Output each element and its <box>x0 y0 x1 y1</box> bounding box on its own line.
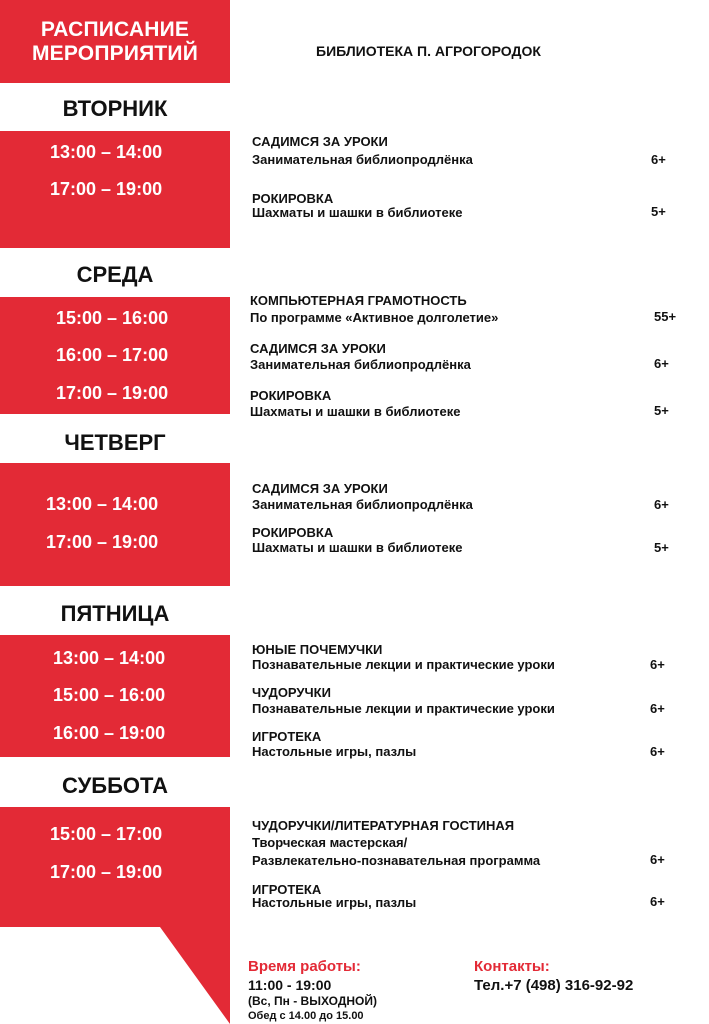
event-title: САДИМСЯ ЗА УРОКИ <box>250 341 386 356</box>
time-slot: 15:00 – 16:00 <box>56 308 169 328</box>
event-desc: Настольные игры, пазлы <box>252 744 417 759</box>
age-badge: 6+ <box>651 152 666 167</box>
event-desc: По программе «Активное долголетие» <box>250 310 499 325</box>
working-hours: 11:00 - 19:00 <box>248 977 332 993</box>
time-slot: 13:00 – 14:00 <box>46 494 159 514</box>
age-badge: 5+ <box>651 204 666 219</box>
event-title: САДИМСЯ ЗА УРОКИ <box>252 481 388 496</box>
event-desc: Настольные игры, пазлы <box>252 895 417 910</box>
event-desc: Познавательные лекции и практические уроки <box>252 701 555 716</box>
time-slot: 17:00 – 19:00 <box>50 179 163 199</box>
event-title: РОКИРОВКА <box>250 388 332 403</box>
time-slot: 16:00 – 19:00 <box>53 723 166 743</box>
library-name: БИБЛИОТЕКА П. АГРОГОРОДОК <box>316 43 541 59</box>
time-slot: 17:00 – 19:00 <box>50 862 163 882</box>
event-title: ИГРОТЕКА <box>252 729 322 744</box>
age-badge: 55+ <box>654 309 677 324</box>
event-title: САДИМСЯ ЗА УРОКИ <box>252 134 388 149</box>
event-desc: Шахматы и шашки в библиотеке <box>252 540 463 555</box>
age-badge: 6+ <box>650 744 665 759</box>
event-title: КОМПЬЮТЕРНАЯ ГРАМОТНОСТЬ <box>250 293 467 308</box>
age-badge: 6+ <box>654 356 669 371</box>
title-banner <box>0 0 230 83</box>
time-slot: 13:00 – 14:00 <box>53 648 166 668</box>
day-saturday: СУББОТА <box>62 773 168 798</box>
event-desc: Занимательная библиопродлёнка <box>252 497 473 512</box>
time-slot: 17:00 – 19:00 <box>56 383 169 403</box>
day-wednesday: СРЕДА <box>76 262 154 287</box>
age-badge: 5+ <box>654 403 669 418</box>
day-friday: ПЯТНИЦА <box>60 601 170 626</box>
time-slot: 15:00 – 16:00 <box>53 685 166 705</box>
event-title: ЧУДОРУЧКИ <box>252 685 331 700</box>
day-off: (Вс, Пн - ВЫХОДНОЙ) <box>248 994 377 1008</box>
contacts-label: Контакты: <box>474 958 550 975</box>
title-line-2: МЕРОПРИЯТИЙ <box>31 41 199 65</box>
event-desc: Творческая мастерская/ <box>252 835 408 850</box>
event-desc: Шахматы и шашки в библиотеке <box>252 205 463 220</box>
event-title: ЮНЫЕ ПОЧЕМУЧКИ <box>252 642 383 657</box>
lunch-break: Обед с 14.00 до 15.00 <box>248 1010 364 1022</box>
day-tuesday: ВТОРНИК <box>62 96 168 121</box>
event-title: РОКИРОВКА <box>252 525 334 540</box>
age-badge: 6+ <box>650 657 665 672</box>
working-hours-label: Время работы: <box>248 958 361 975</box>
event-desc-2: Развлекательно-познавательная программа <box>252 853 541 868</box>
time-slot: 16:00 – 17:00 <box>56 345 169 365</box>
event-desc: Познавательные лекции и практические уроки <box>252 657 555 672</box>
age-badge: 6+ <box>650 852 665 867</box>
thursday-time-block <box>0 463 230 586</box>
event-desc: Шахматы и шашки в библиотеке <box>250 404 461 419</box>
event-desc: Занимательная библиопродлёнка <box>252 152 473 167</box>
event-desc: Занимательная библиопродлёнка <box>250 357 471 372</box>
phone-number: Тел.+7 (498) 316-92-92 <box>474 977 634 994</box>
event-title: ИГРОТЕКА <box>252 882 322 897</box>
event-title: РОКИРОВКА <box>252 191 334 206</box>
age-badge: 6+ <box>650 894 665 909</box>
age-badge: 5+ <box>654 540 669 555</box>
age-badge: 6+ <box>654 497 669 512</box>
title-line-1: РАСПИСАНИЕ <box>40 17 190 41</box>
time-slot: 17:00 – 19:00 <box>46 532 159 552</box>
event-title: ЧУДОРУЧКИ/ЛИТЕРАТУРНАЯ ГОСТИНАЯ <box>252 818 515 833</box>
day-thursday: ЧЕТВЕРГ <box>64 430 166 455</box>
age-badge: 6+ <box>650 701 665 716</box>
time-slot: 15:00 – 17:00 <box>50 824 163 844</box>
time-slot: 13:00 – 14:00 <box>50 142 163 162</box>
